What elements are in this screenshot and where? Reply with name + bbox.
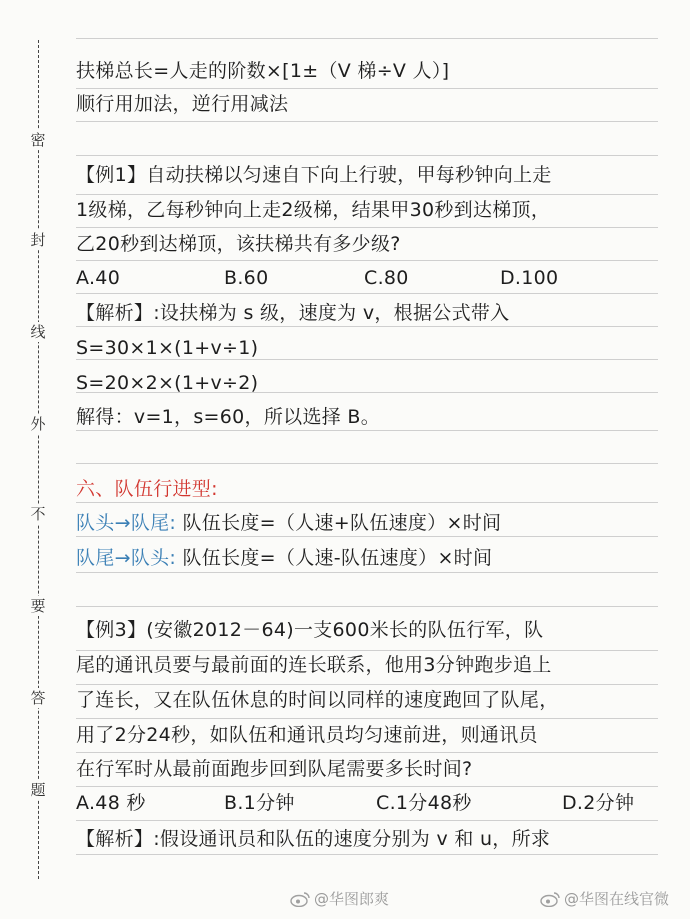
option-c: C.80	[364, 267, 409, 289]
example1-question-line: 1级梯，乙每秒钟向上走2级梯，结果甲30秒到达梯顶，	[76, 199, 551, 221]
seal-char: 外	[28, 414, 48, 434]
seal-char: 线	[28, 322, 48, 342]
option-a: A.40	[76, 267, 121, 289]
weibo-icon	[290, 891, 310, 907]
seal-char: 不	[28, 504, 48, 524]
option-c: C.1分48秒	[376, 792, 472, 814]
seal-char: 密	[28, 130, 48, 150]
section-rule-row	[76, 506, 658, 540]
notebook-page	[76, 0, 658, 919]
example1-solution-line: S=30×1×(1+v÷1)	[76, 337, 259, 359]
example1-question-line: 【例1】自动扶梯以匀速自下向上行驶，甲每秒钟向上走	[76, 164, 552, 186]
option-d: D.100	[500, 267, 559, 289]
formula-note: 顺行用加法，逆行用减法	[76, 93, 289, 115]
example3-solution-line: 【解析】:假设通讯员和队伍的速度分别为 v 和 u，所求	[76, 828, 551, 850]
seal-char: 题	[28, 780, 48, 800]
example3-options	[76, 786, 658, 820]
seal-line	[38, 40, 39, 879]
example3-question-line: 在行军时从最前面跑步回到队尾需要多长时间?	[76, 758, 473, 780]
weibo-icon	[540, 891, 560, 907]
seal-char: 封	[28, 230, 48, 250]
rule-label: 队尾→队头:	[76, 547, 177, 569]
example1-question-line: 乙20秒到达梯顶，该扶梯共有多少级?	[76, 233, 401, 255]
watermark-text: @华图郎爽	[314, 890, 390, 908]
rule-formula: 队伍长度=（人速+队伍速度）×时间	[182, 512, 502, 534]
rule-formula: 队伍长度=（人速-队伍速度）×时间	[182, 547, 493, 569]
seal-char: 要	[28, 596, 48, 616]
example3-question-line: 了连长，又在队伍休息的时间以同样的速度跑回了队尾，	[76, 689, 559, 711]
rule-label: 队头→队尾:	[76, 512, 177, 534]
example3-question-line: 尾的通讯员要与最前面的连长联系，他用3分钟跑步追上	[76, 654, 552, 676]
watermark	[540, 889, 669, 909]
example3-question-line: 【例3】(安徽2012－64)一支600米长的队伍行军，队	[76, 619, 544, 641]
seal-char: 答	[28, 688, 48, 708]
option-a: A.48 秒	[76, 792, 146, 814]
option-d: D.2分钟	[562, 792, 635, 814]
example1-solution-line: 解得：v=1，s=60，所以选择 B。	[76, 406, 381, 428]
section-title: 六、队伍行进型:	[76, 478, 218, 500]
watermark-text: @华图在线官微	[564, 890, 670, 908]
formula-line: 扶梯总长=人走的阶数×[1±（V 梯÷V 人）]	[76, 60, 450, 82]
example3-question-line: 用了2分24秒，如队伍和通讯员均匀速前进，则通讯员	[76, 724, 538, 746]
example1-solution-line: 【解析】:设扶梯为 s 级，速度为 v，根据公式带入	[76, 302, 510, 324]
example1-solution-line: S=20×2×(1+v÷2)	[76, 372, 259, 394]
example1-options	[76, 261, 658, 295]
option-b: B.60	[224, 267, 269, 289]
option-b: B.1分钟	[224, 792, 295, 814]
watermark	[290, 889, 389, 909]
section-rule-row	[76, 541, 658, 575]
